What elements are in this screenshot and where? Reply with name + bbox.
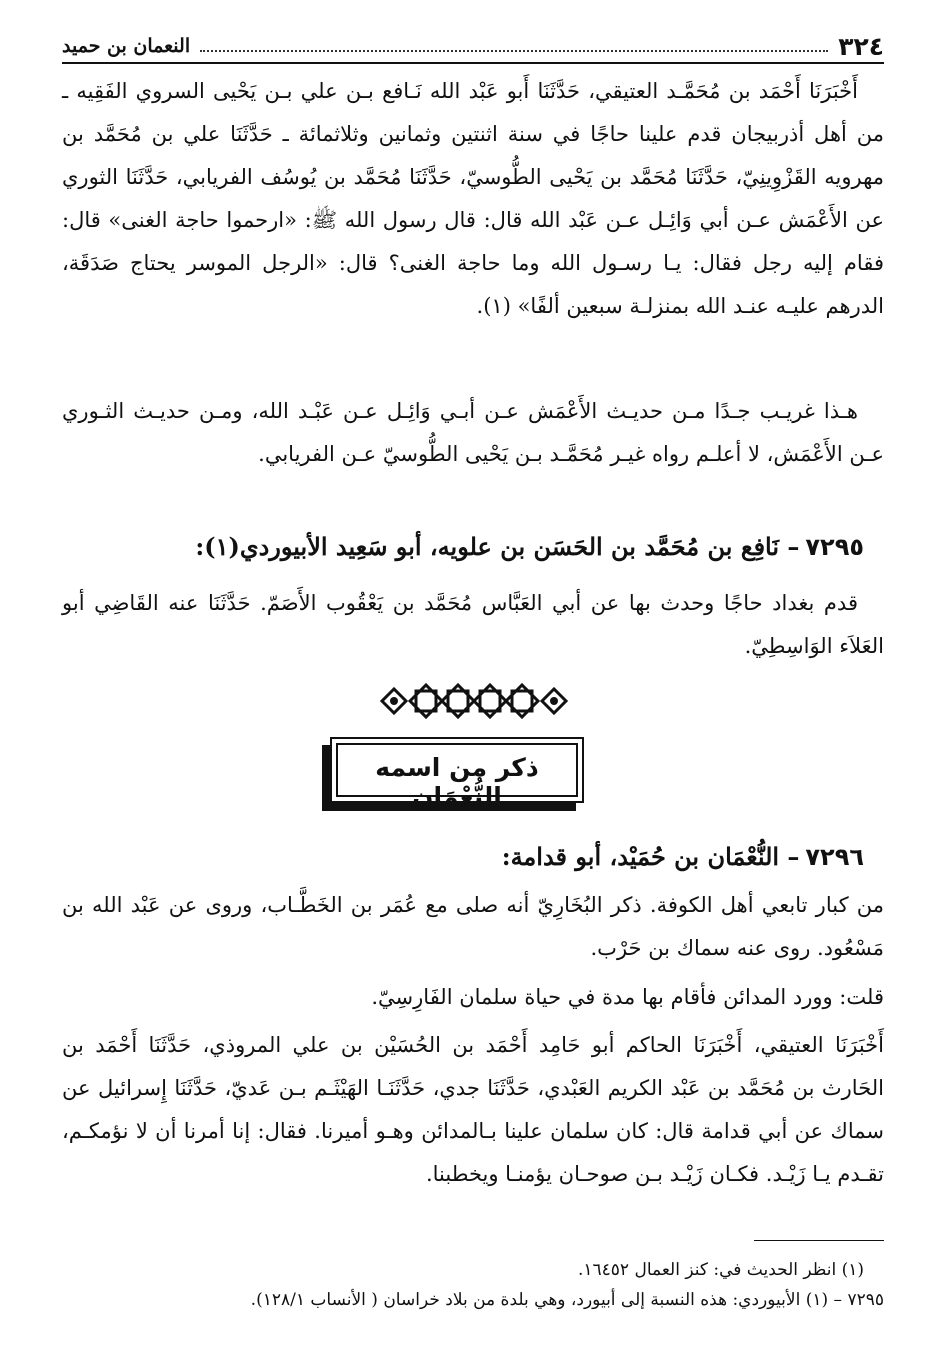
entry-heading-7295 xyxy=(195,532,864,561)
paragraph-text: هـذا غريـب جـدًا مـن حديـث الأَعْمَش عـن أبـي وَائِـل عـن عَبْـد الله، ومـن حديـث الثـوري عـن الأَعْمَش، لا أعلـم رواه غيـر مُحَمَّـد بـن يَحْيى الطُّوسيّ عـن الفريابي. xyxy=(62,399,884,466)
entry-heading-7296 xyxy=(502,842,864,871)
paragraph-entry-7295 xyxy=(62,582,884,668)
paragraph-text: قدم بغداد حاجًا وحدث بها عن أبي العَبَّاس مُحَمَّد بن يَعْقُوب الأَصَمّ. حَدَّثَنَا عنه القَاضِي أبو العَلاَء الوَاسِطِيّ. xyxy=(62,591,884,658)
paragraph-text: قلت: وورد المدائن فأقام بها مدة في حياة سلمان الفَارِسِيّ. xyxy=(371,985,884,1009)
footnote-1: (١) انظر الحديث في: كنز العمال ١٦٤٥٢. xyxy=(578,1260,864,1280)
paragraph-hadith-2 xyxy=(62,1024,884,1196)
running-header xyxy=(62,30,884,64)
paragraph-note xyxy=(62,976,884,1019)
running-title: النعمان بن حميد xyxy=(62,35,191,57)
entry-number: ٧٢٩٦ xyxy=(805,843,864,871)
section-title: ذكر من اسمه النُّعْمَان xyxy=(375,753,539,811)
paragraph-comment xyxy=(62,390,884,476)
entry-number: ٧٢٩٥ xyxy=(805,533,864,561)
paragraph-text: أَخْبَرَنَا العتيقي، أَخْبَرَنَا الحاكم أبو حَامِد أَحْمَد بن الحُسَيْن بن علي المروذي، حَدَّثَنَا أَحْمَد بن الحَارث بن مُحَمَّد بن عَبْد الكريم العَبْدي، حَدَّثَنَا جدي، حَدَّثَنَـا الهَيْثَـم بـن عَديّ، حَدَّثَنَا إِسرائيل عن سماك عن أبي قدامة قال: كان سلمان علينا بـالمدائن وهـو أميرنا. فقال: إنا أمرنا أن لا نؤمكـم، تقـدم يـا زَيْـد. فكـان زَيْـد بـن صوحـان يؤمنـا ويخطبنا. xyxy=(62,1033,884,1186)
decorative-ornament-icon xyxy=(378,680,570,722)
paragraph-hadith-1 xyxy=(62,70,884,328)
section-title-box xyxy=(330,737,584,811)
page-number: ٣٢٤ xyxy=(838,31,884,61)
entry-title: – النُّعْمَان بن حُمَيْد، أبو قدامة: xyxy=(501,842,800,871)
header-dot-leader xyxy=(200,40,828,52)
paragraph-entry-7296 xyxy=(62,884,884,970)
footnote-rule xyxy=(754,1240,884,1241)
paragraph-text: من كبار تابعي أهل الكوفة. ذكر البُخَارِيّ أنه صلى مع عُمَر بن الخَطَّـاب، وروى عن عَبْد الله بن مَسْعُود. روى عنه سماك بن حَرْب. xyxy=(62,893,884,960)
paragraph-text: أَخْبَرَنَا أَحْمَد بن مُحَمَّـد العتيقي، حَدَّثَنَا أَبو عَبْد الله نَـافع بـن علي بـن يَحْيى السروي الفَقِيه ـ من أهل أذربيجان قدم علينا حاجًا في سنة اثنتين وثمانين وثلاثمائة ـ حَدَّثَنَا علي بن مُحَمَّد بن مهرويه القَزْوِينِيّ، حَدَّثَنَا مُحَمَّد بن يَحْيى الطُّوسيّ، حَدَّثَنَا مُحَمَّد بن يُوسُف الفريابي، حَدَّثَنَا الثوري عن الأَعْمَش عـن أبي وَائِـل عـن عَبْد الله قال: قال رسول الله ﷺ: «ارحموا حاجة الغنى» قال: فقام إليه رجل فقال: يـا رسـول الله وما حاجة الغنى؟ قال: «الرجل الموسر يحتاج صَدَقَة، الدرهم عليـه عنـد الله بمنزلـة سبعين ألفًا» (١). xyxy=(62,79,884,318)
footnote-7295: ٧٢٩٥ – (١) الأبيوردي: هذه النسبة إلى أبيورد، وهي بلدة من بلاد خراسان ( الأنساب ١٢٨/١). xyxy=(250,1290,884,1310)
entry-title: – نَافِع بن مُحَمَّد بن الحَسَن بن علويه، أبو سَعِيد الأبيوردي(١): xyxy=(195,532,800,561)
